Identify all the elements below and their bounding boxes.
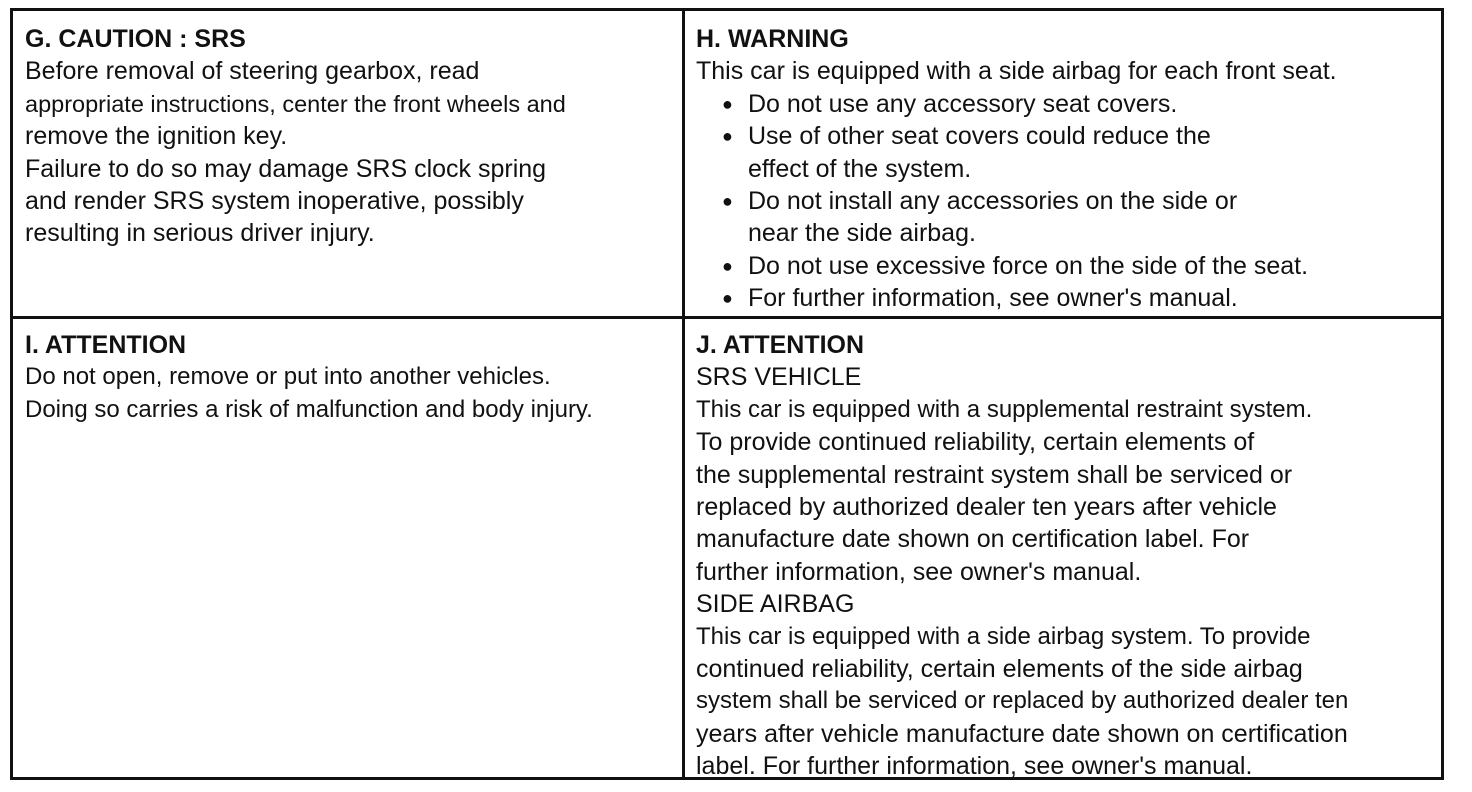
section-j-title: J. ATTENTION — [696, 331, 865, 359]
section-j-line: years after vehicle manufacture date shown on certification — [696, 719, 1348, 748]
bullet-icon: ● — [722, 93, 733, 114]
section-i-line: Doing so carries a risk of malfunction and body injury. — [25, 395, 593, 423]
section-j-attention — [696, 329, 1441, 783]
section-g-line: resulting in serious driver injury. — [25, 219, 375, 248]
section-j-line: To provide continued reliability, certain elements of — [696, 428, 1255, 457]
section-h-warning — [696, 23, 1436, 315]
bullet-item: ● For further information, see owner's manual. — [722, 282, 1436, 314]
section-i-attention — [25, 329, 675, 426]
section-i-line: Do not open, remove or put into another vehicles. — [25, 363, 551, 391]
section-h-bullet-list — [696, 88, 1436, 315]
bullet-icon: ● — [722, 288, 733, 309]
section-j-line: This car is equipped with a side airbag system. To provide — [696, 622, 1311, 650]
bullet-icon: ● — [722, 126, 733, 147]
section-g-line: and render SRS system inoperative, possibly — [25, 187, 524, 216]
section-j-line: the supplemental restraint system shall be serviced or — [696, 460, 1293, 489]
bullet-item: ● Do not use any accessory seat covers. — [722, 88, 1436, 120]
section-g-line: Before removal of steering gearbox, read — [25, 57, 480, 86]
warning-label-table — [10, 8, 1444, 780]
section-g-line: remove the ignition key. — [25, 122, 288, 151]
section-g-title: G. CAUTION : SRS — [25, 25, 246, 53]
section-h-title: H. WARNING — [696, 25, 849, 53]
section-h-intro: This car is equipped with a side airbag for each front seat. — [696, 57, 1337, 86]
section-g-line: Failure to do so may damage SRS clock spring — [25, 154, 547, 183]
bullet-icon: ● — [722, 191, 733, 212]
section-j-line: manufacture date shown on certification label. For — [696, 525, 1250, 554]
bullet-item: ● Do not use excessive force on the side of the seat. — [722, 250, 1436, 282]
section-j-line: further information, see owner's manual. — [696, 557, 1142, 586]
bullet-icon: ● — [722, 255, 733, 276]
bullet-item: ● Do not install any accessories on the side or near the side airbag. — [722, 187, 1238, 248]
section-g-caution-srs — [25, 23, 675, 250]
row-divider — [13, 316, 1441, 319]
section-j-subheading: SRS VEHICLE — [696, 363, 862, 392]
section-j-line: label. For further information, see owner's manual. — [696, 752, 1253, 781]
section-g-line: appropriate instructions, center the front wheels and — [25, 90, 566, 117]
bullet-item: ● Use of other seat covers could reduce the effect of the system. — [722, 122, 1211, 183]
section-j-line: This car is equipped with a supplemental restraint system. — [696, 395, 1313, 423]
section-j-line: replaced by authorized dealer ten years after vehicle — [696, 493, 1277, 522]
column-divider — [682, 11, 685, 777]
section-j-line: continued reliability, certain elements of the side airbag — [696, 655, 1303, 684]
section-j-subheading: SIDE AIRBAG — [696, 590, 855, 619]
section-j-line: system shall be serviced or replaced by authorized dealer ten — [696, 687, 1349, 715]
section-i-title: I. ATTENTION — [25, 331, 187, 359]
